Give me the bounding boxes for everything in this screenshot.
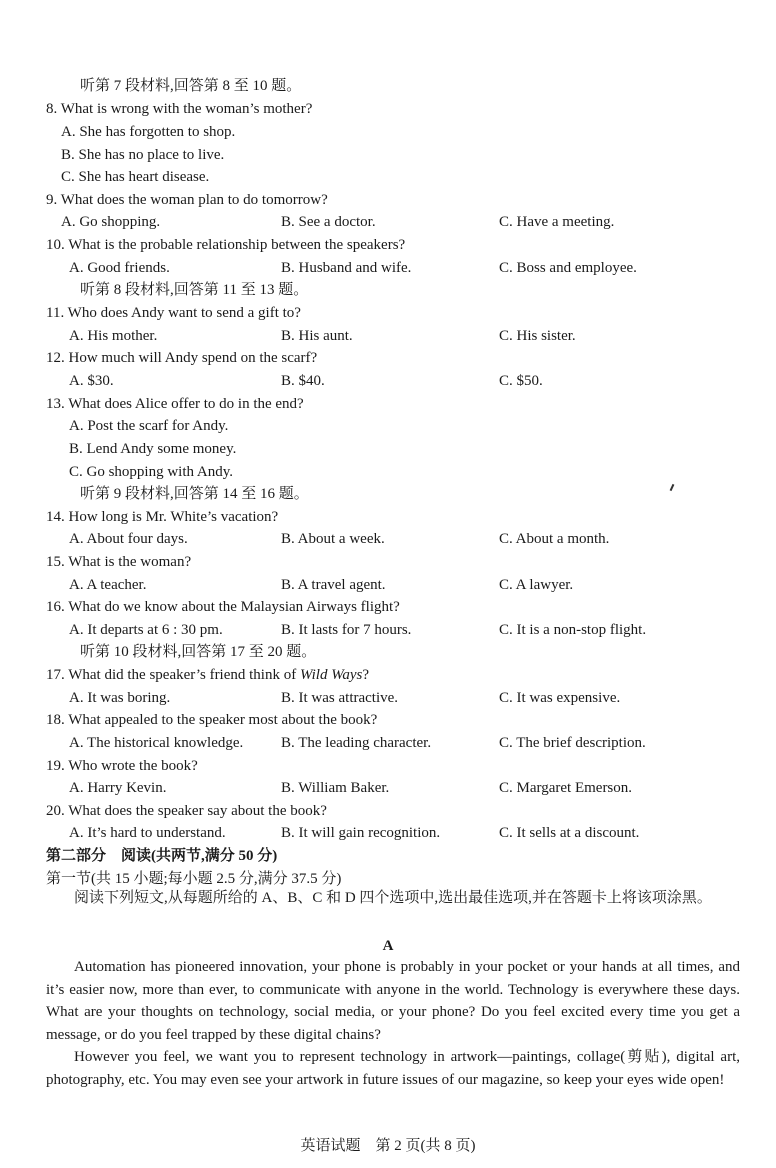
q13-option-c: C. Go shopping with Andy. — [69, 464, 234, 480]
paragraph-1-text: Automation has pioneered innovation, your phone is probably in your pocket or your hands at all times, and it’s easier now, more than ever, to communicate with anyone in the world. Technology is everywhere these days. What are your thoughts on technology, social media, or your phone? Do you feel excited every time you get a message, or do you feel trapped by these digital chains? — [46, 959, 740, 1043]
question-18: 18. What appealed to the speaker most about the book? — [46, 712, 378, 728]
q14-option-c: C. About a month. — [499, 531, 610, 547]
passage-paragraph-2 — [46, 1046, 740, 1091]
q17-option-b: B. It was attractive. — [281, 690, 399, 706]
q9-option-c: C. Have a meeting. — [499, 214, 615, 230]
q8-option-a: A. She has forgotten to shop. — [61, 124, 236, 140]
q19-option-a: A. Harry Kevin. — [69, 780, 167, 796]
q9-option-a: A. Go shopping. — [61, 214, 161, 230]
q13-option-b: B. Lend Andy some money. — [69, 441, 237, 457]
q11-option-a: A. His mother. — [69, 328, 158, 344]
q15-option-b: B. A travel agent. — [281, 577, 386, 593]
question-15: 15. What is the woman? — [46, 554, 192, 570]
q10-option-c: C. Boss and employee. — [499, 260, 637, 276]
q16-option-a: A. It departs at 6 : 30 pm. — [69, 622, 223, 638]
q18-option-b: B. The leading character. — [281, 735, 432, 751]
q13-option-a: A. Post the scarf for Andy. — [69, 418, 229, 434]
paragraph-2-text: However you feel, we want you to represent technology in artwork—paintings, collage(剪贴), digital art, photography, etc. You may even see your artwork in future issues of our magazine, so keep your eyes wide open! — [46, 1049, 740, 1088]
question-13: 13. What does Alice offer to do in the end? — [46, 396, 304, 412]
question-20: 20. What does the speaker say about the book? — [46, 803, 327, 819]
q17-option-a: A. It was boring. — [69, 690, 171, 706]
question-12: 12. How much will Andy spend on the scarf? — [46, 350, 318, 366]
question-10: 10. What is the probable relationship between the speakers? — [46, 237, 406, 253]
q8-option-b: B. She has no place to live. — [61, 147, 225, 163]
q17-suffix: ? — [362, 667, 370, 683]
q19-option-b: B. William Baker. — [281, 780, 390, 796]
q11-option-b: B. His aunt. — [281, 328, 353, 344]
q8-option-c: C. She has heart disease. — [61, 169, 210, 185]
part-2-section-1-title: 第一节(共 15 小题;每小题 2.5 分,满分 37.5 分) — [46, 871, 342, 887]
question-17 — [46, 666, 369, 684]
q11-option-c: C. His sister. — [499, 328, 576, 344]
q18-option-a: A. The historical knowledge. — [69, 735, 244, 751]
q20-option-c: C. It sells at a discount. — [499, 825, 640, 841]
q17-book-title: Wild Ways — [299, 667, 363, 683]
section-9-header: 听第 9 段材料,回答第 14 至 16 题。 — [80, 486, 309, 502]
q9-option-b: B. See a doctor. — [281, 214, 376, 230]
q20-option-b: B. It will gain recognition. — [281, 825, 441, 841]
passage-label: A — [382, 938, 394, 954]
stray-pen-mark — [670, 484, 675, 491]
q12-option-a: A. $30. — [69, 373, 114, 389]
q14-option-b: B. About a week. — [281, 531, 385, 547]
q15-option-a: A. A teacher. — [69, 577, 147, 593]
q16-option-c: C. It is a non-stop flight. — [499, 622, 647, 638]
q10-option-b: B. Husband and wife. — [281, 260, 412, 276]
part-2-title: 第二部分 阅读(共两节,满分 50 分) — [46, 848, 278, 864]
q16-option-b: B. It lasts for 7 hours. — [281, 622, 412, 638]
passage-paragraph-1 — [46, 956, 740, 1046]
q15-option-c: C. A lawyer. — [499, 577, 574, 593]
question-8: 8. What is wrong with the woman’s mother? — [46, 101, 313, 117]
q14-option-a: A. About four days. — [69, 531, 188, 547]
question-9: 9. What does the woman plan to do tomorrow? — [46, 192, 328, 208]
question-14: 14. How long is Mr. White’s vacation? — [46, 509, 279, 525]
section-8-header: 听第 8 段材料,回答第 11 至 13 题。 — [80, 282, 309, 298]
q18-option-c: C. The brief description. — [499, 735, 646, 751]
q17-option-c: C. It was expensive. — [499, 690, 621, 706]
q10-option-a: A. Good friends. — [69, 260, 170, 276]
question-19: 19. Who wrote the book? — [46, 758, 198, 774]
q20-option-a: A. It’s hard to understand. — [69, 825, 226, 841]
page-footer: 英语试题 第 2 页(共 8 页) — [300, 1138, 476, 1154]
section-10-header: 听第 10 段材料,回答第 17 至 20 题。 — [80, 644, 317, 660]
part-2-instruction — [46, 887, 740, 910]
q12-option-c: C. $50. — [499, 373, 543, 389]
section-7-header: 听第 7 段材料,回答第 8 至 10 题。 — [80, 78, 302, 94]
q12-option-b: B. $40. — [281, 373, 325, 389]
instruction-text: 阅读下列短文,从每题所给的 A、B、C 和 D 四个选项中,选出最佳选项,并在答题卡上将该项涂黑。 — [74, 890, 712, 906]
question-11: 11. Who does Andy want to send a gift to? — [46, 305, 301, 321]
q17-prefix: 17. What did the speaker’s friend think of — [46, 667, 300, 683]
q19-option-c: C. Margaret Emerson. — [499, 780, 633, 796]
question-16: 16. What do we know about the Malaysian Airways flight? — [46, 599, 400, 615]
